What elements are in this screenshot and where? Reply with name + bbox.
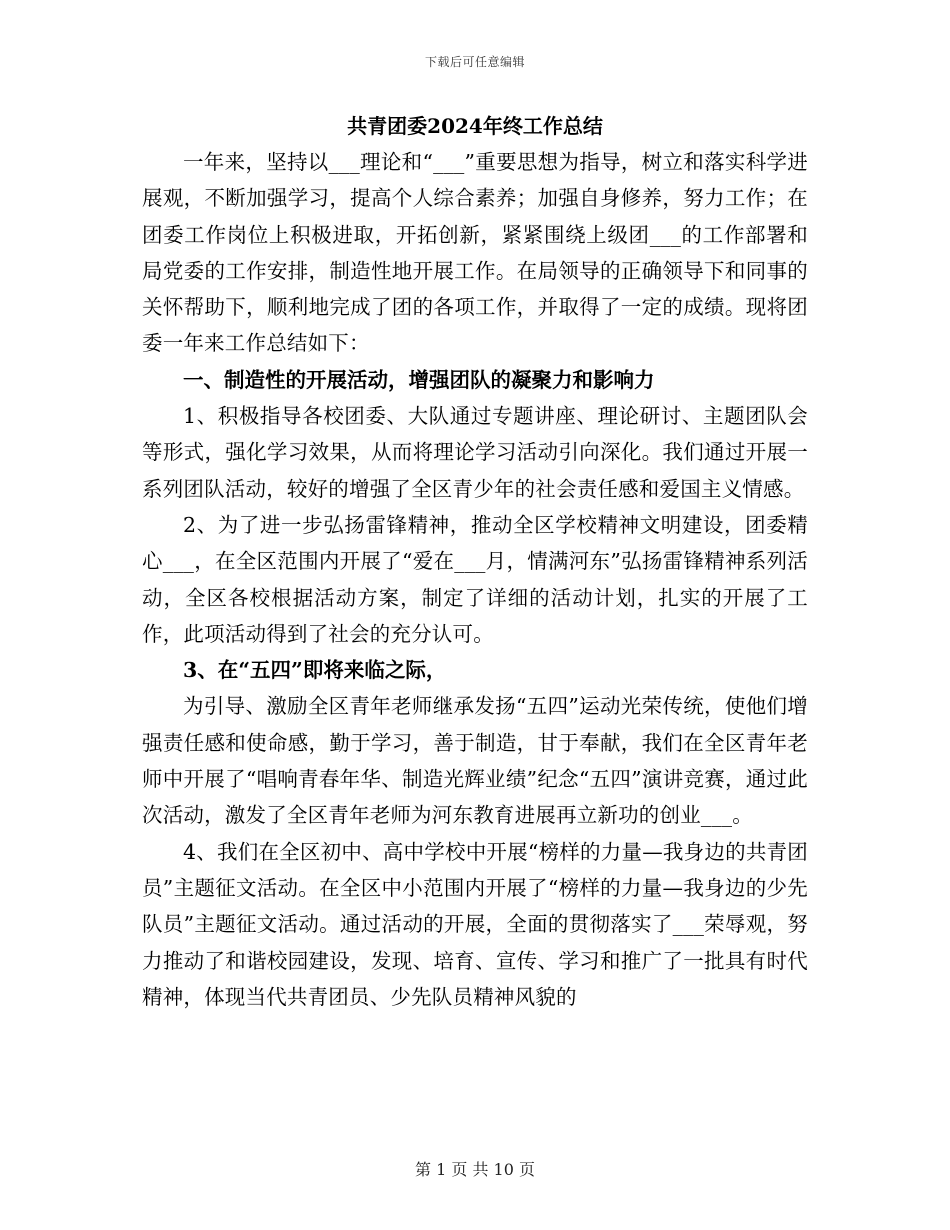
- paragraph-item-2: 2、为了进一步弘扬雷锋精神，推动全区学校精神文明建设，团委精心___，在全区范围内开展了“爱在___月，情满河东”弘扬雷锋精神系列活动，全区各校根据活动方案，制定了详细的活动计划，扎实的开展了工作，此项活动得到了社会的充分认可。: [142, 512, 808, 646]
- paragraph-item-1: 1、积极指导各校团委、大队通过专题讲座、理论研讨、主题团队会等形式，强化学习效果，从而将理论学习活动引向深化。我们通过开展一系列团队活动，较好的增强了全区青少年的社会责任感和爱国主义情感。: [142, 404, 808, 501]
- document-body: [142, 108, 808, 1015]
- document-title: 共青团委2024年终工作总结: [347, 114, 603, 138]
- subheading-item-3: 3、在“五四”即将来临之际，: [183, 658, 447, 683]
- header-note: 下载后可任意编辑: [424, 55, 525, 69]
- paragraph-item-4: 4、我们在全区初中、高中学校中开展“榜样的力量—我身边的共青团员”主题征文活动。在全区中小范围内开展了“榜样的力量—我身边的少先队员”主题征文活动。通过活动的开展，全面的贯彻落实了___荣辱观，努力推动了和谐校园建设，发现、培育、宣传、学习和推广了一批具有时代精神，体现当代共青团员、少先队员精神风貌的: [142, 839, 808, 1009]
- intro-paragraph: 一年来，坚持以___理论和“___”重要思想为指导，树立和落实科学进展观，不断加强学习，提高个人综合素养；加强自身修养，努力工作；在团委工作岗位上积极进取，开拓创新，紧紧围绕上级团___的工作部署和局党委的工作安排，制造性地开展工作。在局领导的正确领导下和同事的关怀帮助下，顺利地完成了团的各项工作，并取得了一定的成绩。现将团委一年来工作总结如下：: [142, 150, 808, 356]
- section-heading-1: 一、制造性的开展活动，增强团队的凝聚力和影响力: [183, 367, 655, 392]
- page-footer: 第 1 页 共 10 页: [415, 1160, 535, 1179]
- paragraph-item-3-body: 为引导、激励全区青年老师继承发扬“五四”运动光荣传统，使他们增强责任感和使命感，勤于学习，善于制造，甘于奉献，我们在全区青年老师中开展了“唱响青春年华、制造光辉业绩”纪念“五四”演讲竞赛，通过此次活动，激发了全区青年老师为河东教育进展再立新功的创业___。: [142, 694, 808, 828]
